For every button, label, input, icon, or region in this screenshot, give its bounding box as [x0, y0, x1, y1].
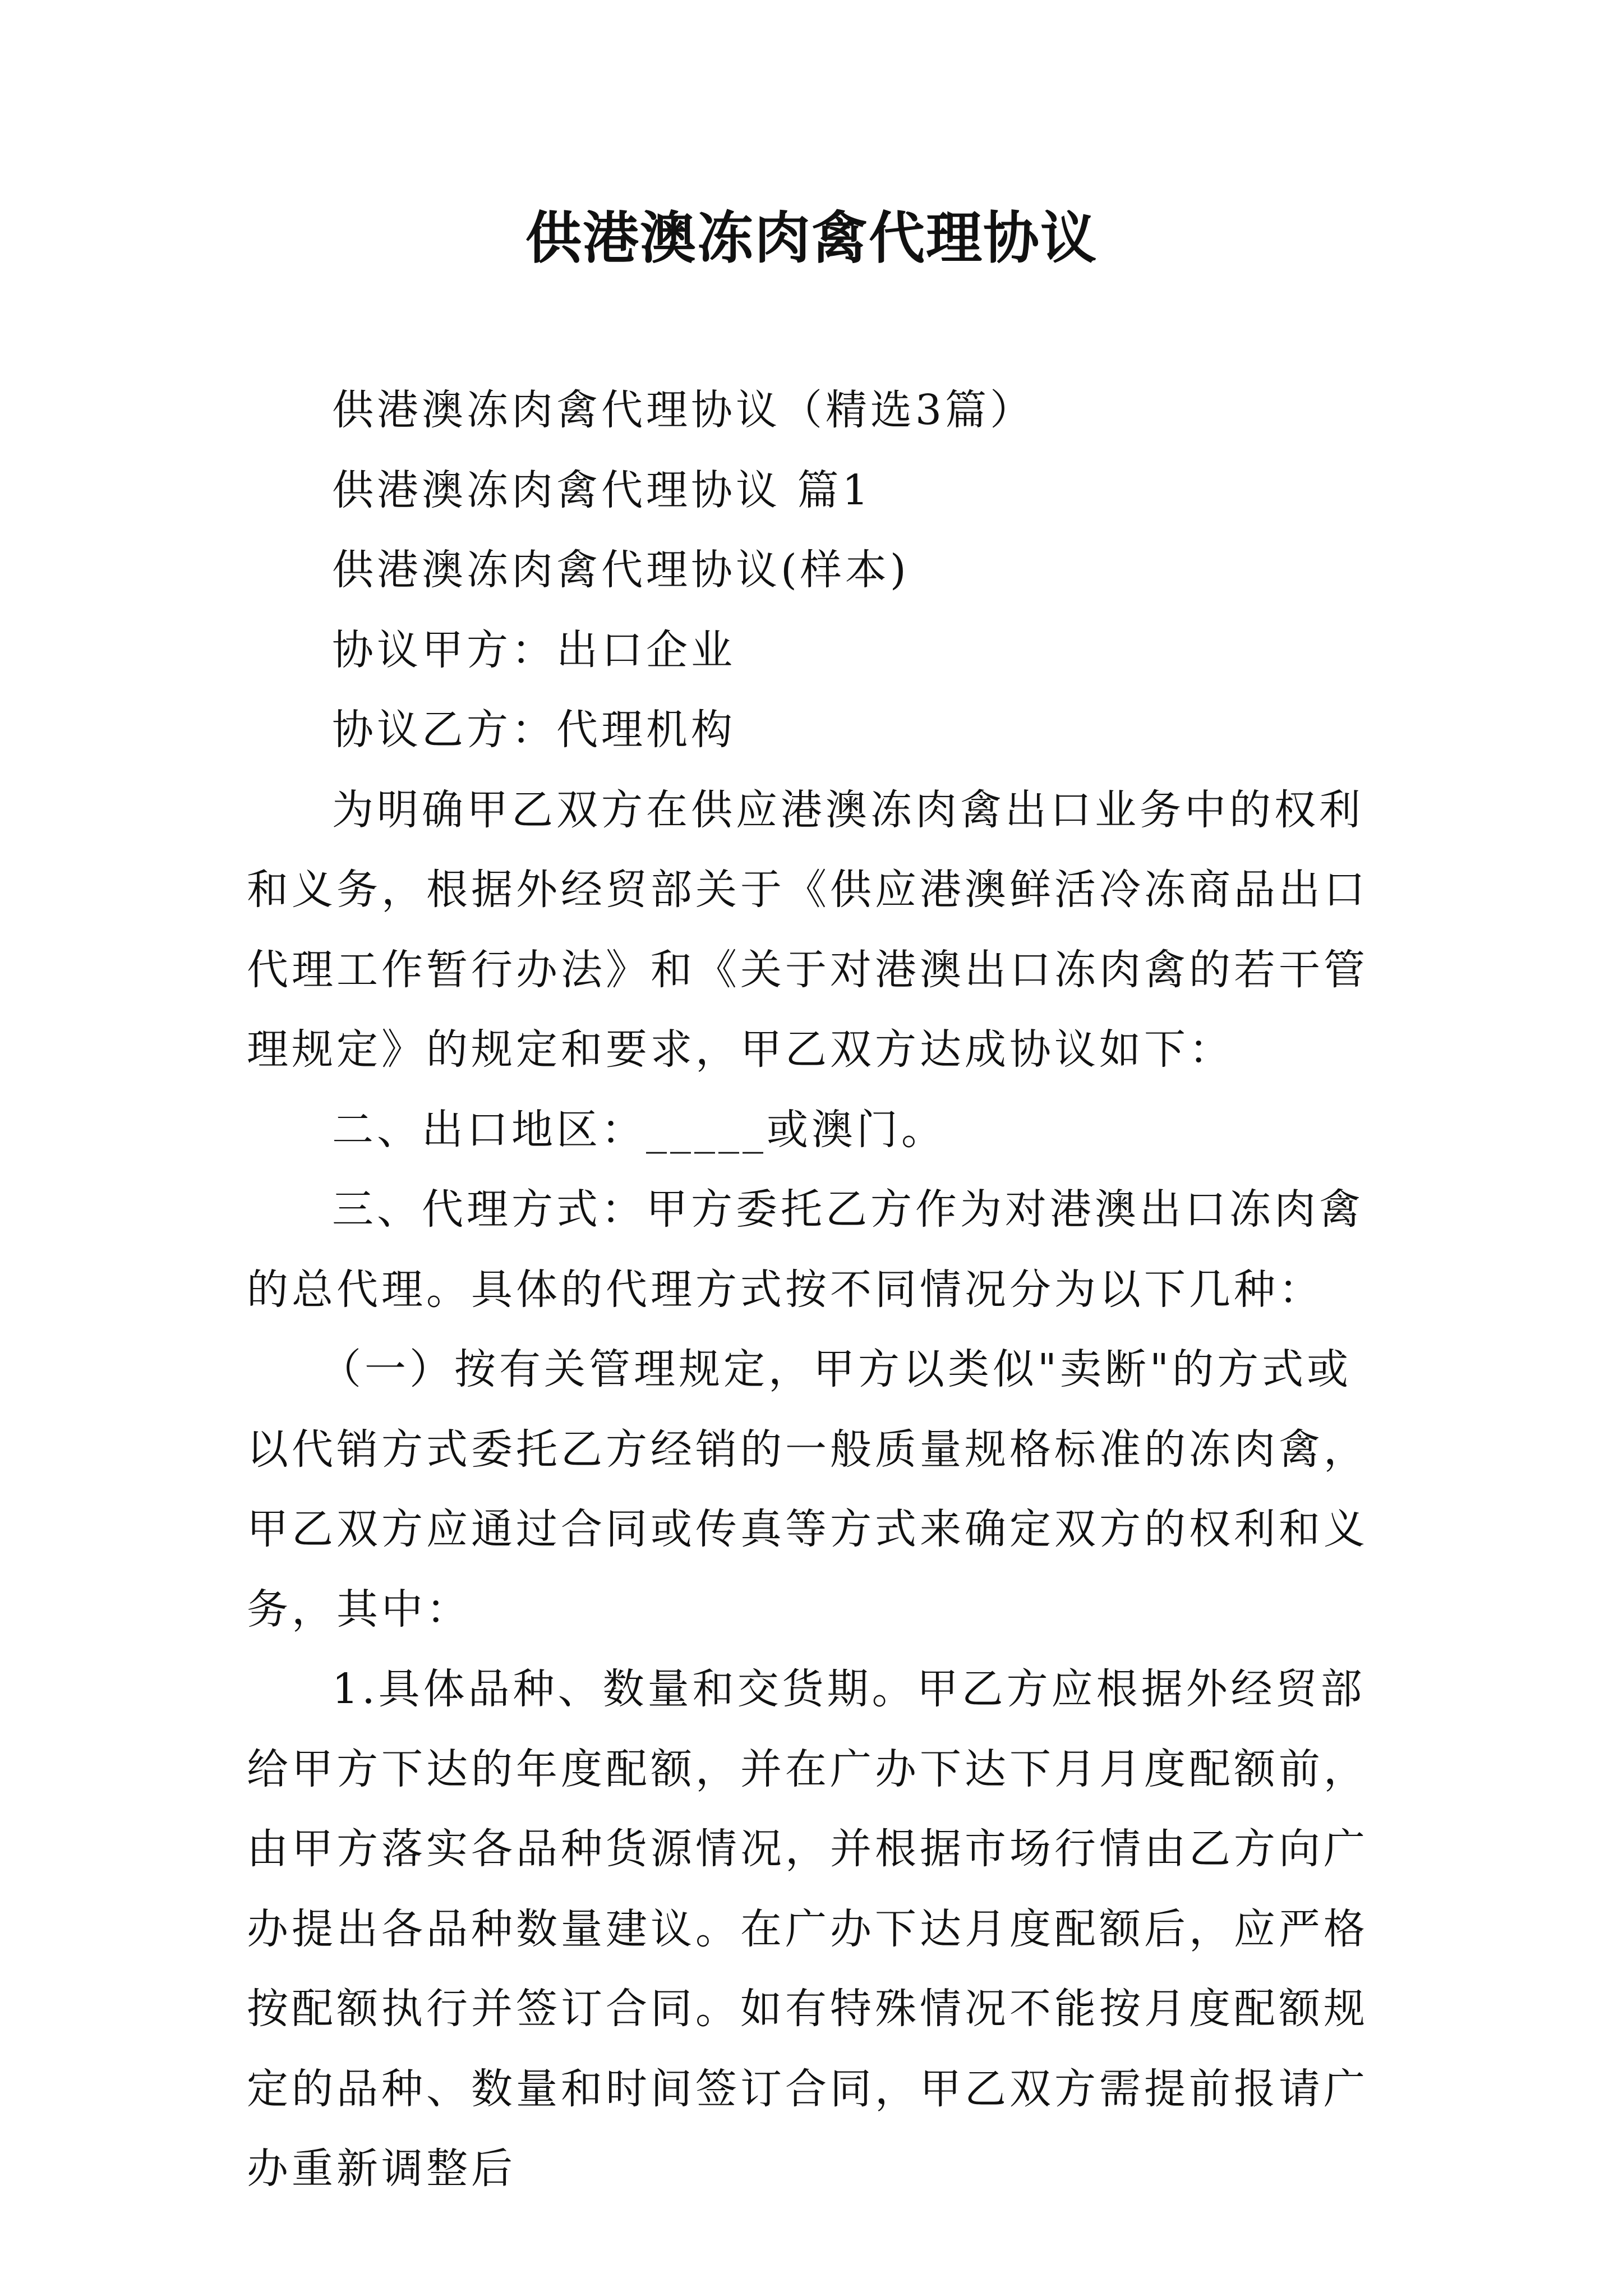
paragraph-sample-heading: 供港澳冻肉禽代理协议(样本)	[332, 546, 910, 594]
paragraph-clause-one: （一）按有关管理规定，甲方以类似"卖断"的方式或以代销方式委托乙方经销的一般质量规格标准的冻肉禽，甲乙双方应通过合同或传真等方式来确定双方的权利和义务，其中：	[247, 1345, 1368, 1634]
paragraph-item-one: 1.具体品种、数量和交货期。甲乙方应根据外经贸部给甲方下达的年度配额，并在广办下达下月月度配额前，由甲方落实各品种货源情况，并根据市场行情由乙方向广办提出各品种数量建议。在广办下达月度配额后，应严格按配额执行并签订合同。如有特殊情况不能按月度配额规定的品种、数量和时间签订合同，甲乙双方需提前报请广办重新调整后	[247, 1665, 1368, 2193]
paragraph-party-a: 协议甲方：出口企业	[332, 625, 736, 674]
document-title: 供港澳冻肉禽代理协议	[525, 205, 1098, 271]
paragraph-subtitle: 供港澳冻肉禽代理协议（精选3篇）	[332, 386, 1035, 434]
paragraph-export-region: 二、出口地区：_____或澳门。	[332, 1105, 946, 1154]
paragraph-chapter-heading: 供港澳冻肉禽代理协议 篇1	[332, 466, 872, 514]
paragraph-party-b: 协议乙方：代理机构	[332, 706, 736, 754]
document-body	[247, 370, 1391, 2209]
paragraph-agency-mode: 三、代理方式：甲方委托乙方作为对港澳出口冻肉禽的总代理。具体的代理方式按不同情况分为以下几种：	[247, 1185, 1364, 1314]
paragraph-preamble: 为明确甲乙双方在供应港澳冻肉禽出口业务中的权利和义务，根据外经贸部关于《供应港澳鲜活冷冻商品出口代理工作暂行办法》和《关于对港澳出口冻肉禽的若干管理规定》的规定和要求，甲乙双方达成协议如下：	[247, 785, 1368, 1074]
